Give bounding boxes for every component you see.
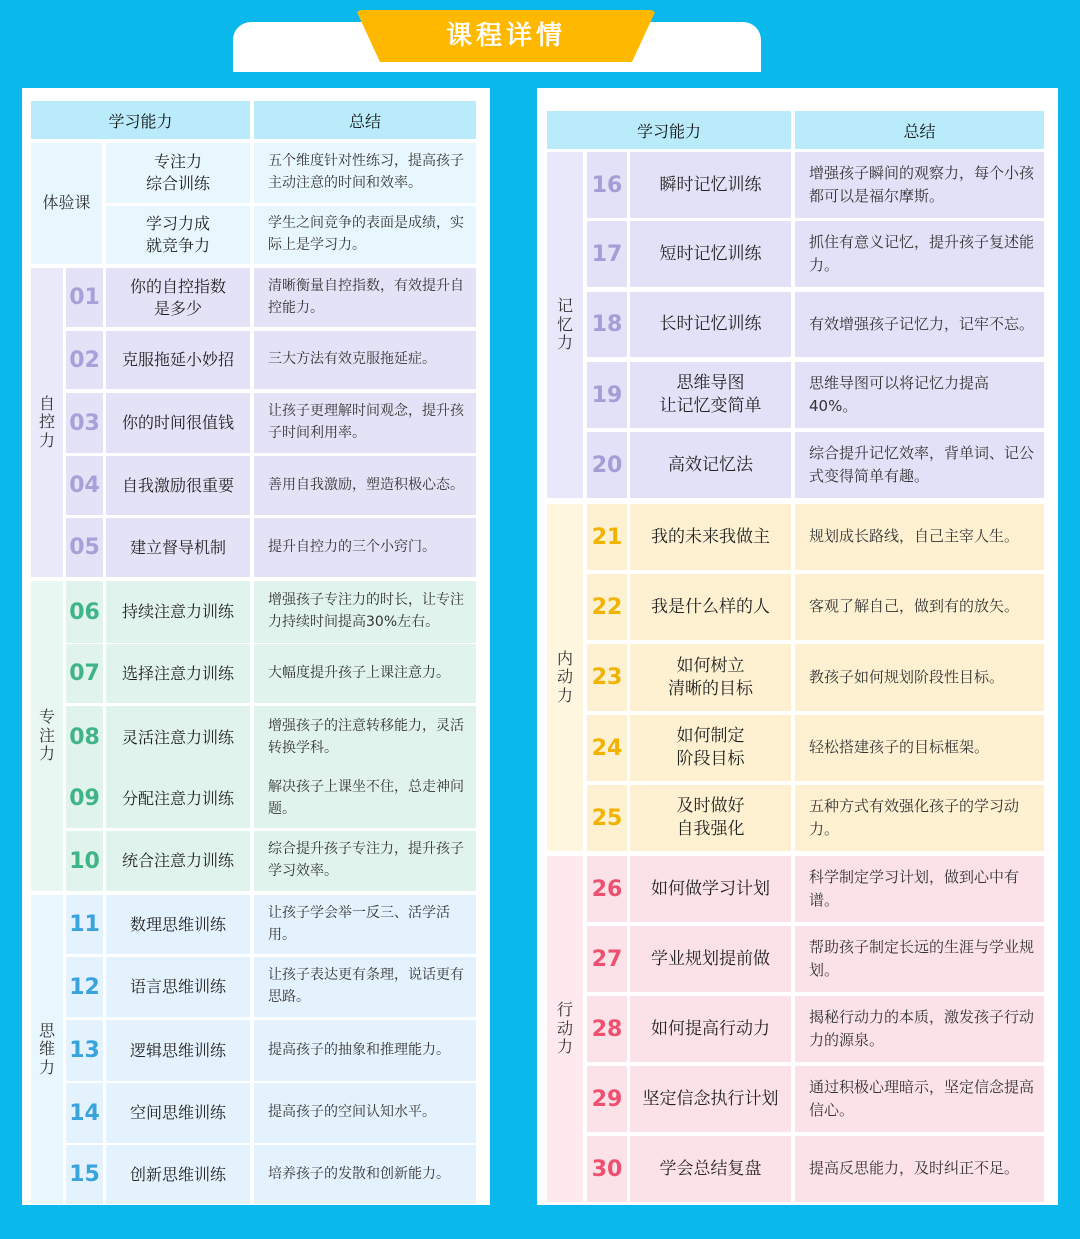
course-number: 03 [66,393,103,453]
course-number: 15 [66,1145,103,1204]
category-jiyili [547,152,583,498]
course-number: 02 [66,331,103,389]
course-summary: 通过积极心理暗示，坚定信念提高信心。 [795,1066,1044,1132]
course-summary: 客观了解自己，做到有的放矢。 [795,574,1044,640]
course-number: 22 [587,574,627,640]
category-char: 力 [556,685,573,705]
course-title: 如何树立 清晰的目标 [630,644,791,711]
course-title: 高效记忆法 [630,432,791,498]
course-number: 24 [587,715,627,781]
header-summary-label: 总结 [795,111,1044,149]
category-char: 思 [38,1020,55,1040]
course-title: 数理思维训练 [106,895,250,954]
course-summary: 增强孩子的注意转移能力，灵活转换学科。 [254,706,476,769]
course-number: 30 [587,1136,627,1202]
course-title: 分配注意力训练 [106,769,250,828]
category-char: 力 [556,333,573,353]
course-title: 克服拖延小妙招 [106,331,250,389]
course-summary: 提高孩子的抽象和推理能力。 [254,1020,476,1081]
course-number: 07 [66,644,103,703]
course-title: 我是什么样的人 [630,574,791,640]
course-summary: 有效增强孩子记忆力，记牢不忘。 [795,292,1044,357]
category-xingdongli [547,856,583,1202]
right-course-table [537,88,1058,1205]
course-summary: 综合提升记忆效率，背单词、记公式变得简单有趣。 [795,432,1044,498]
course-title: 坚定信念执行计划 [630,1066,791,1132]
course-number: 20 [587,432,627,498]
course-title: 选择注意力训练 [106,644,250,703]
category-char: 自 [38,393,55,413]
page-title: 课程详情 [445,21,566,51]
course-summary: 提升自控力的三个小窍门。 [254,518,476,577]
category-char: 动 [556,667,573,687]
course-number: 29 [587,1066,627,1132]
course-summary: 增强孩子瞬间的观察力，每个小孩都可以是福尔摩斯。 [795,152,1044,218]
course-title: 长时记忆训练 [630,292,791,357]
course-summary: 学生之间竞争的表面是成绩，实际上是学习力。 [254,206,476,264]
course-summary: 让孩子表达更有条理，说话更有思路。 [254,957,476,1017]
course-summary: 轻松搭建孩子的目标框架。 [795,715,1044,781]
category-char: 控 [38,412,55,432]
course-summary: 清晰衡量自控指数，有效提升自控能力。 [254,268,476,327]
course-title: 如何提高行动力 [630,996,791,1062]
course-summary: 综合提升孩子专注力，提升孩子学习效率。 [254,831,476,891]
course-summary: 五种方式有效强化孩子的学习动力。 [795,785,1044,851]
course-summary: 规划成长路线，自己主宰人生。 [795,504,1044,570]
left-course-table [22,88,490,1205]
course-number: 27 [587,926,627,992]
course-summary: 教孩子如何规划阶段性目标。 [795,644,1044,711]
course-summary: 增强孩子专注力的时长，让专注力持续时间提高30%左右。 [254,581,476,643]
category-tiyanke: 体验课 [31,143,102,264]
course-summary: 五个维度针对性练习，提高孩子主动注意的时间和效率。 [254,143,476,203]
course-number: 26 [587,856,627,922]
course-summary: 提高孩子的空间认知水平。 [254,1083,476,1143]
course-title: 空间思维训练 [106,1083,250,1143]
category-neidongli [547,504,583,851]
category-char: 力 [38,744,55,764]
category-siweili [31,895,63,1204]
course-title: 你的自控指数 是多少 [106,268,250,327]
course-title: 短时记忆训练 [630,221,791,287]
course-number: 18 [587,292,627,357]
course-title: 学习力成 就竞争力 [106,206,250,264]
course-summary: 解决孩子上课坐不住，总走神问题。 [254,769,476,828]
course-summary: 提高反思能力，及时纠正不足。 [795,1136,1044,1202]
course-number: 09 [66,769,103,828]
category-zikongli [31,268,63,577]
course-title: 如何制定 阶段目标 [630,715,791,781]
header-summary-label: 总结 [254,101,476,139]
course-number: 17 [587,221,627,287]
course-number: 14 [66,1083,103,1143]
course-number: 21 [587,504,627,570]
course-number: 19 [587,362,627,428]
course-title: 及时做好 自我强化 [630,785,791,851]
course-number: 13 [66,1020,103,1081]
course-title: 瞬时记忆训练 [630,152,791,218]
category-char: 维 [38,1039,55,1059]
course-number: 01 [66,268,103,327]
category-char: 内 [556,648,573,668]
course-title: 创新思维训练 [106,1145,250,1204]
course-summary: 思维导图可以将记忆力提高40%。 [795,362,1044,428]
course-title: 自我激励很重要 [106,456,250,515]
course-summary: 培养孩子的发散和创新能力。 [254,1145,476,1204]
course-summary: 大幅度提升孩子上课注意力。 [254,644,476,703]
course-number: 23 [587,644,627,711]
course-title: 逻辑思维训练 [106,1020,250,1081]
course-summary: 揭秘行动力的本质，激发孩子行动力的源泉。 [795,996,1044,1062]
header-ability-label: 学习能力 [31,101,250,139]
course-title: 你的时间很值钱 [106,393,250,453]
course-number: 05 [66,518,103,577]
header-ability-label: 学习能力 [547,111,791,149]
course-title: 学业规划提前做 [630,926,791,992]
course-title: 我的未来我做主 [630,504,791,570]
course-title: 语言思维训练 [106,957,250,1017]
course-title: 思维导图 让记忆变简单 [630,362,791,428]
category-char: 忆 [556,314,573,334]
course-title: 建立督导机制 [106,518,250,577]
course-title: 专注力 综合训练 [106,143,250,203]
course-number: 04 [66,456,103,515]
category-char: 力 [556,1037,573,1057]
course-summary: 帮助孩子制定长远的生涯与学业规划。 [795,926,1044,992]
course-title: 灵活注意力训练 [106,706,250,769]
course-number: 10 [66,831,103,891]
course-summary: 抓住有意义记忆，提升孩子复述能力。 [795,221,1044,287]
course-summary: 让孩子学会举一反三、活学活用。 [254,895,476,954]
course-number: 11 [66,895,103,954]
course-title: 统合注意力训练 [106,831,250,891]
course-summary: 善用自我激励，塑造积极心态。 [254,456,476,515]
course-number: 08 [66,706,103,769]
category-char: 力 [38,1057,55,1077]
category-char: 动 [556,1018,573,1038]
category-char: 力 [38,430,55,450]
course-title: 持续注意力训练 [106,581,250,643]
category-zhuanzhuli [31,581,63,891]
course-title: 如何做学习计划 [630,856,791,922]
course-summary: 三大方法有效克服拖延症。 [254,331,476,389]
course-number: 25 [587,785,627,851]
course-summary: 科学制定学习计划，做到心中有谱。 [795,856,1044,922]
category-char: 记 [556,296,573,316]
course-number: 16 [587,152,627,218]
category-char: 注 [38,725,55,745]
course-title: 学会总结复盘 [630,1136,791,1202]
course-number: 06 [66,581,103,643]
category-char: 行 [556,1000,573,1020]
course-number: 12 [66,957,103,1017]
category-char: 专 [38,707,55,727]
course-number: 28 [587,996,627,1062]
course-summary: 让孩子更理解时间观念，提升孩子时间利用率。 [254,393,476,453]
